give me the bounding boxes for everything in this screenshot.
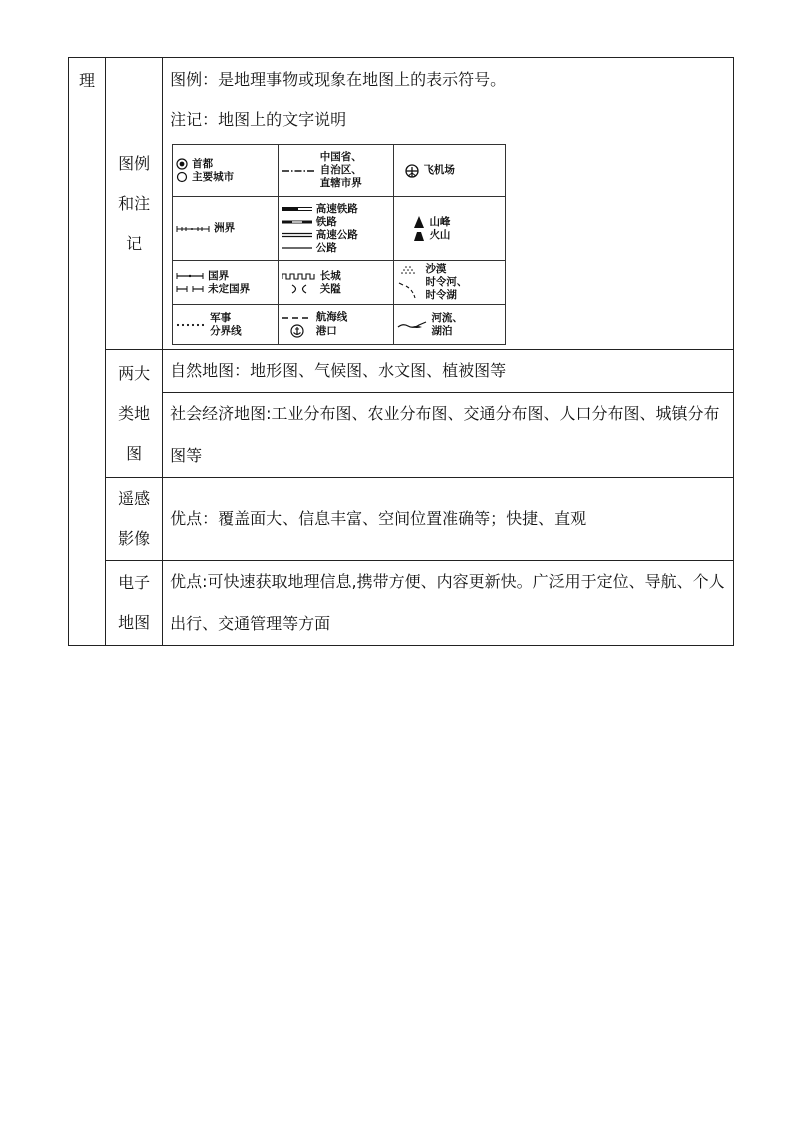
province-label: 中国省、 [319,151,362,163]
high-speed-rail-icon [282,205,312,213]
great-wall-icon [282,271,316,281]
table-row [69,561,734,646]
volcano-icon [413,230,425,242]
seasonal-label: 时令河、 [425,276,468,288]
table-row [69,58,734,350]
map-types-label [106,350,163,478]
desert-label: 沙漠 [425,263,447,275]
legend-cell [394,197,506,261]
legend-cell [394,305,506,345]
legend-cell [278,261,394,305]
label-line: 两大 [118,363,151,383]
river-lake-label: 河流、 [431,311,463,324]
anchor-icon [282,324,312,338]
label-line: 类地 [118,403,151,423]
legend-content [163,58,734,350]
railway-icon [282,218,312,226]
railway-label: 铁路 [315,215,337,228]
mountain-peak-icon [413,215,425,229]
electronic-map-label [106,561,163,646]
legend-cell [394,145,506,197]
label-line: 记 [126,233,143,253]
legend-cell [394,261,506,305]
port-label: 港口 [315,324,337,337]
military-label: 军事 [210,311,232,324]
legend-cell [173,261,279,305]
label-line: 电子 [118,573,151,592]
legend-symbol-chart [172,144,506,345]
city-label: 主要城市 [192,170,235,183]
expressway-icon [282,231,312,239]
label-line: 影像 [118,529,151,548]
highway-icon [282,244,312,252]
table-row [69,350,734,393]
annotation-definition: 注记：地图上的文字说明 [170,110,347,129]
national-boundary-label: 国界 [208,269,230,282]
seasonal-river-icon [397,279,421,299]
legend-label [106,58,163,350]
shipping-line-icon [282,314,312,322]
pass-label: 关隘 [319,282,341,295]
undefined-boundary-label: 未定国界 [208,282,251,295]
expressway-label: 高速公路 [315,228,358,241]
desert-icon [397,265,421,275]
peak-label: 山峰 [429,215,451,228]
natural-maps-text: 自然地图：地形图、气候图、水文图、植被图等 [163,350,734,393]
electronic-map-text: 优点:可快速获取地理信息,携带方便、内容更新快。广泛用于定位、导航、个人出行、交通管理等方面 [163,561,734,646]
province-label: 直辖市界 [319,177,362,189]
social-economic-maps-text: 社会经济地图:工业分布图、农业分布图、交通分布图、人口分布图、城镇分布图等 [163,393,734,478]
capital-label: 首都 [192,157,214,170]
military-label: 分界线 [210,324,242,337]
river-lake-label: 湖泊 [431,324,453,337]
continent-boundary-icon [176,225,210,233]
great-wall-label: 长城 [319,269,341,282]
legend-cell [173,197,279,261]
legend-cell [173,145,279,197]
label-line: 和注 [118,193,151,213]
label-line: 遥感 [118,489,151,508]
remote-sensing-text: 优点：覆盖面大、信息丰富、空间位置准确等；快捷、直观 [163,478,734,561]
legend-cell [278,305,394,345]
undefined-boundary-icon [176,285,204,293]
military-line-icon [176,322,206,328]
label-line: 图例 [118,153,151,173]
table-row [69,478,734,561]
geography-summary-table [68,57,734,646]
seasonal-label: 时令湖 [425,289,457,301]
label-line: 地图 [118,613,151,632]
city-icon [176,171,188,183]
river-lake-icon [397,318,427,332]
subject-cell: 理 [69,58,106,646]
province-boundary-icon [282,167,316,175]
continent-label: 洲界 [214,222,236,234]
airport-icon [405,164,419,178]
legend-cell [278,197,394,261]
airport-label: 飞机场 [423,164,455,176]
capital-icon [176,158,188,170]
legend-cell [173,305,279,345]
national-boundary-icon [176,272,204,280]
province-label: 自治区、 [319,164,362,176]
volcano-label: 火山 [429,229,451,241]
label-line: 图 [126,443,143,463]
pass-icon [282,284,316,294]
legend-definition: 图例：是地理事物或现象在地图上的表示符号。 [170,70,507,89]
rail-hs-label: 高速铁路 [315,202,358,215]
legend-cell [278,145,394,197]
highway-label: 公路 [315,241,337,254]
remote-sensing-label [106,478,163,561]
table-row [69,393,734,478]
shipping-label: 航海线 [315,311,348,323]
